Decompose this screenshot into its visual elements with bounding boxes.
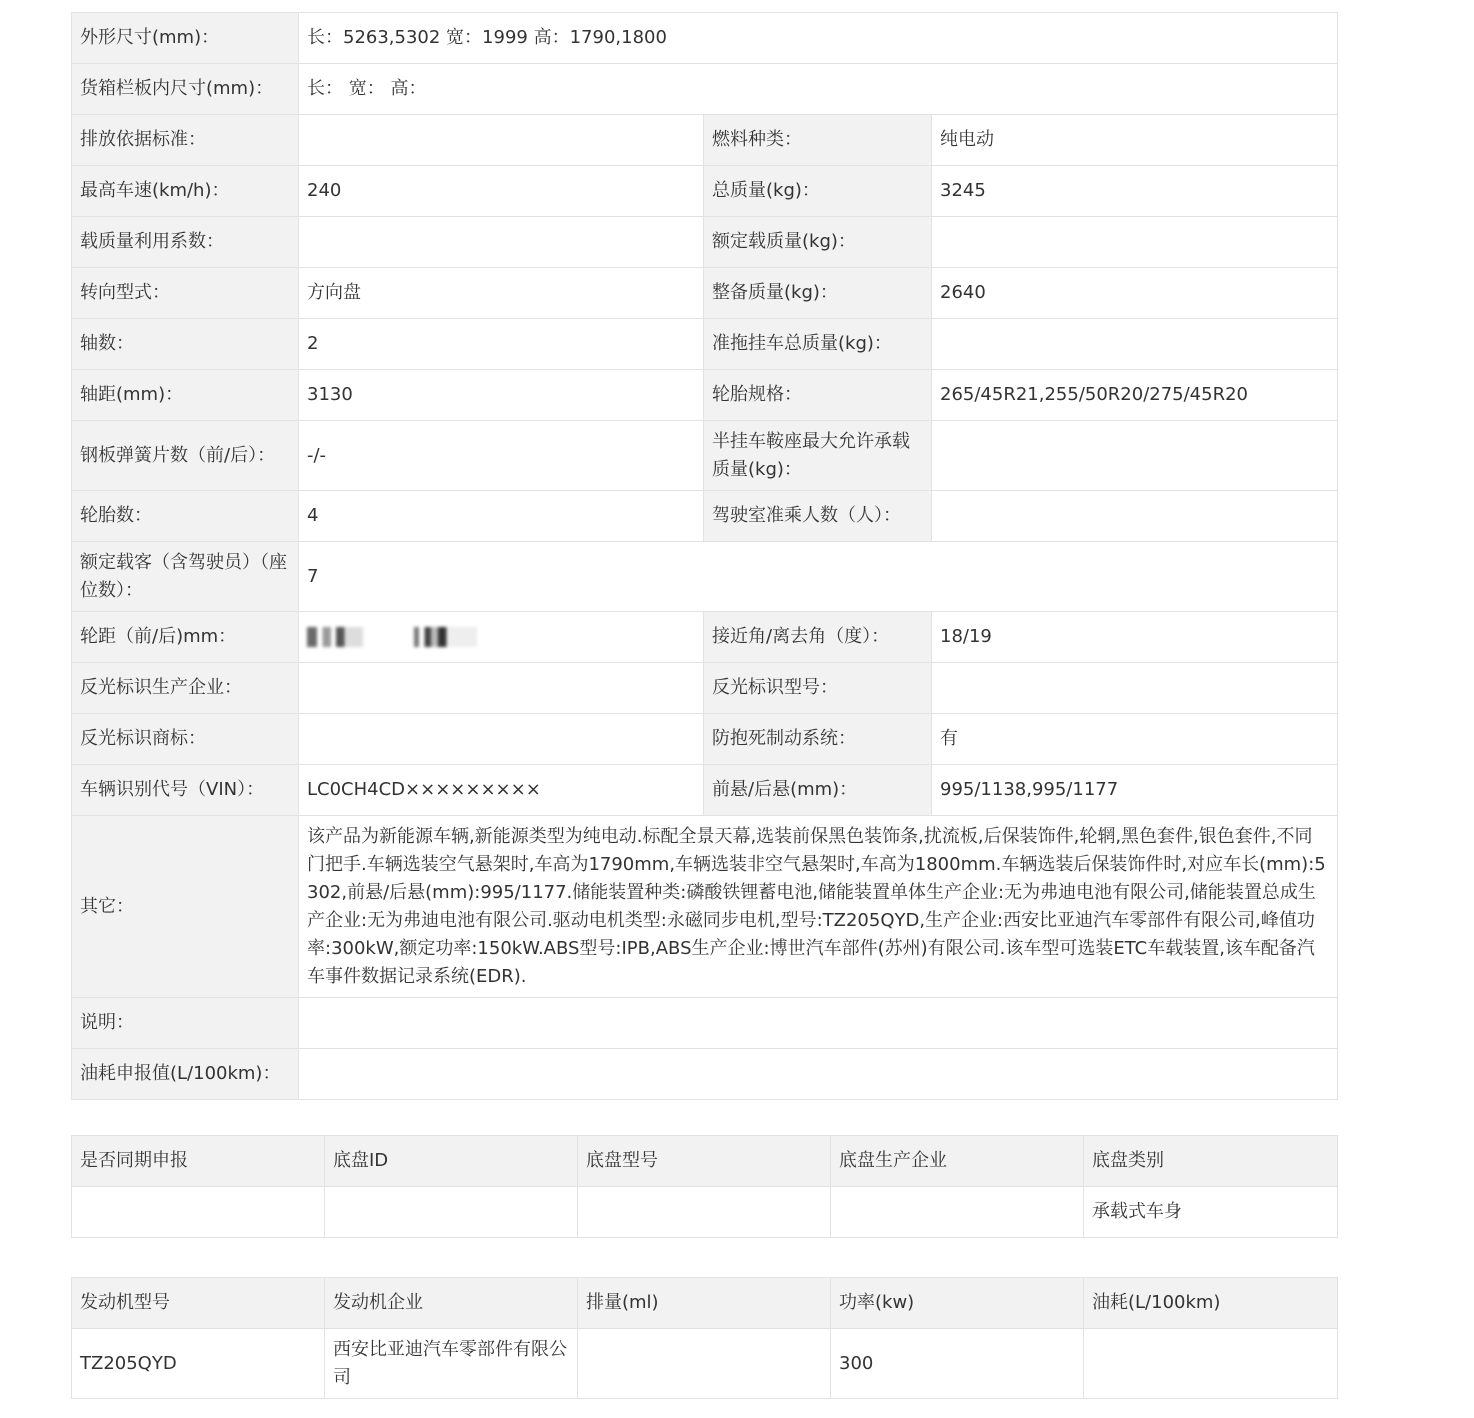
steering-value: 方向盘 (299, 268, 704, 319)
chassis-header-category: 底盘类别 (1084, 1136, 1338, 1187)
engine-power-cell: 300 (831, 1329, 1084, 1399)
overhang-label: 前悬/后悬(mm)： (704, 765, 932, 816)
rated-load-label: 额定载质量(kg)： (704, 217, 932, 268)
abs-label: 防抱死制动系统： (704, 714, 932, 765)
fuel-consumption-label: 油耗申报值(L/100km)： (72, 1049, 299, 1100)
chassis-model-cell (578, 1187, 831, 1238)
chassis-category-cell: 承载式车身 (1084, 1187, 1338, 1238)
curb-mass-value: 2640 (932, 268, 1338, 319)
spec-row (72, 765, 1338, 816)
cab-seats-label: 驾驶室准乘人数（人）： (704, 491, 932, 542)
reflector-brand-value (299, 714, 704, 765)
overhang-value: 995/1138,995/1177 (932, 765, 1338, 816)
reflector-maker-value (299, 663, 704, 714)
spec-row (72, 663, 1338, 714)
tire-spec-label: 轮胎规格： (704, 370, 932, 421)
dimensions-label: 外形尺寸(mm)： (72, 13, 299, 64)
engine-header-consumption: 油耗(L/100km) (1084, 1278, 1338, 1329)
spec-row (72, 421, 1338, 491)
spec-row (72, 370, 1338, 421)
leaf-spring-label: 钢板弹簧片数（前/后）： (72, 421, 299, 491)
engine-table (71, 1277, 1338, 1399)
engine-header-model: 发动机型号 (72, 1278, 325, 1329)
reflector-model-value (932, 663, 1338, 714)
other-value: 该产品为新能源车辆,新能源类型为纯电动.标配全景天幕,选装前保黑色装饰条,扰流板,后保装饰件,轮辋,黑色套件,银色套件,不同门把手.车辆选装空气悬架时,车高为1790mm,车辆选装非空气悬架时,车高为1800mm.车辆选装后保装饰件时,对应车长(mm):5302,前悬/后悬(mm):995/1177.储能装置种类:磷酸铁锂蓄电池,储能装置单体生产企业:无为弗迪电池有限公司,储能装置总成生产企业:无为弗迪电池有限公司.驱动电机类型:永磁同步电机,型号:TZ205QYD,生产企业:西安比亚迪汽车零部件有限公司,峰值功率:300kW,额定功率:150kW.ABS型号:IPB,ABS生产企业:博世汽车部件(苏州)有限公司.该车型可选装ETC车载装置,该车配备汽车事件数据记录系统(EDR). (299, 816, 1338, 998)
max-speed-value: 240 (299, 166, 704, 217)
abs-value: 有 (932, 714, 1338, 765)
engine-header-displacement: 排量(ml) (578, 1278, 831, 1329)
tire-count-label: 轮胎数： (72, 491, 299, 542)
spec-row (72, 166, 1338, 217)
track-width-value (299, 612, 704, 663)
spec-row (72, 491, 1338, 542)
emission-standard-value (299, 115, 704, 166)
vehicle-spec-table (71, 12, 1338, 1100)
tire-count-value: 4 (299, 491, 704, 542)
engine-header-row (72, 1278, 1338, 1329)
chassis-header-concurrent: 是否同期申报 (72, 1136, 325, 1187)
passengers-value: 7 (299, 542, 1338, 612)
spec-row (72, 319, 1338, 370)
other-label: 其它： (72, 816, 299, 998)
fuel-type-value: 纯电动 (932, 115, 1338, 166)
chassis-id-cell (325, 1187, 578, 1238)
spec-row (72, 714, 1338, 765)
leaf-spring-value: -/- (299, 421, 704, 491)
chassis-header-maker: 底盘生产企业 (831, 1136, 1084, 1187)
engine-model-cell: TZ205QYD (72, 1329, 325, 1399)
trailer-mass-label: 准拖挂车总质量(kg)： (704, 319, 932, 370)
saddle-load-value (932, 421, 1338, 491)
chassis-header-id: 底盘ID (325, 1136, 578, 1187)
spec-row-other (72, 816, 1338, 998)
curb-mass-label: 整备质量(kg)： (704, 268, 932, 319)
engine-consumption-cell (1084, 1329, 1338, 1399)
engine-data-row (72, 1329, 1338, 1399)
reflector-brand-label: 反光标识商标： (72, 714, 299, 765)
tire-spec-value: 265/45R21,255/50R20/275/45R20 (932, 370, 1338, 421)
max-speed-label: 最高车速(km/h)： (72, 166, 299, 217)
redacted-text (307, 627, 477, 647)
engine-header-power: 功率(kw) (831, 1278, 1084, 1329)
chassis-concurrent-cell (72, 1187, 325, 1238)
reflector-model-label: 反光标识型号： (704, 663, 932, 714)
dimensions-value: 长：5263,5302 宽：1999 高：1790,1800 (299, 13, 1338, 64)
fuel-type-label: 燃料种类： (704, 115, 932, 166)
load-coefficient-value (299, 217, 704, 268)
wheelbase-value: 3130 (299, 370, 704, 421)
saddle-load-label: 半挂车鞍座最大允许承载质量(kg)： (704, 421, 932, 491)
spec-row-passengers (72, 542, 1338, 612)
load-coefficient-label: 载质量利用系数： (72, 217, 299, 268)
cab-seats-value (932, 491, 1338, 542)
vin-value: LC0CH4CD××××××××× (299, 765, 704, 816)
spec-row-note (72, 998, 1338, 1049)
emission-standard-label: 排放依据标准： (72, 115, 299, 166)
approach-angle-value: 18/19 (932, 612, 1338, 663)
rated-load-value (932, 217, 1338, 268)
spec-row (72, 612, 1338, 663)
track-width-label: 轮距（前/后)mm： (72, 612, 299, 663)
spec-row (72, 115, 1338, 166)
chassis-header-model: 底盘型号 (578, 1136, 831, 1187)
spec-row (72, 268, 1338, 319)
wheelbase-label: 轴距(mm)： (72, 370, 299, 421)
trailer-mass-value (932, 319, 1338, 370)
spec-row-dimensions (72, 13, 1338, 64)
axles-value: 2 (299, 319, 704, 370)
note-value (299, 998, 1338, 1049)
engine-displacement-cell (578, 1329, 831, 1399)
spec-row-fuel-consumption (72, 1049, 1338, 1100)
total-mass-label: 总质量(kg)： (704, 166, 932, 217)
chassis-header-row (72, 1136, 1338, 1187)
engine-maker-cell: 西安比亚迪汽车零部件有限公司 (325, 1329, 578, 1399)
engine-header-maker: 发动机企业 (325, 1278, 578, 1329)
total-mass-value: 3245 (932, 166, 1338, 217)
chassis-maker-cell (831, 1187, 1084, 1238)
passengers-label: 额定载客（含驾驶员）（座位数）： (72, 542, 299, 612)
fuel-consumption-value (299, 1049, 1338, 1100)
chassis-table (71, 1135, 1338, 1238)
vin-label: 车辆识别代号（VIN）： (72, 765, 299, 816)
spec-row-cargo (72, 64, 1338, 115)
steering-label: 转向型式： (72, 268, 299, 319)
cargo-size-label: 货箱栏板内尺寸(mm)： (72, 64, 299, 115)
note-label: 说明： (72, 998, 299, 1049)
approach-angle-label: 接近角/离去角（度）： (704, 612, 932, 663)
chassis-data-row (72, 1187, 1338, 1238)
reflector-maker-label: 反光标识生产企业： (72, 663, 299, 714)
spec-row (72, 217, 1338, 268)
cargo-size-value: 长： 宽： 高： (299, 64, 1338, 115)
axles-label: 轴数： (72, 319, 299, 370)
